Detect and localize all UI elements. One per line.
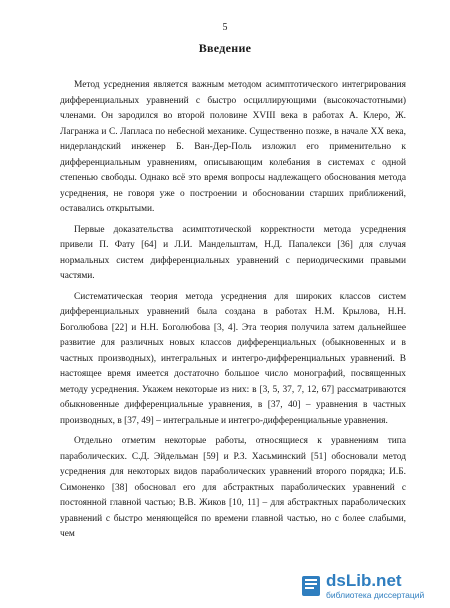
- paragraph-1: Метод усреднения является важным методом асимптотического интегрирования дифференциальных уравнений с быстро осциллирующими (высокочастотными) членами. Он зародился во второй половине XVIII века в работах А. Клеро, Ж. Лагранжа и С. Лапласа по небесной механике. Существенно позже, в начале XX века, нидерландский инженер Б. Ван-Дер-Поль изложил его применительно к дифференциальным уравнениям, описывающим колебания в системах с одной степенью свободы. Однако всё это время вопросы надлежащего обоснования метода усреднения, не говоря уже о построении и обосновании старших приближений, оставались открытыми.: [60, 80, 406, 214]
- page-number: 5: [222, 22, 228, 33]
- paragraph-3: Систематическая теория метода усреднения для широких классов систем дифференциальных уравнений была создана в работах Н.М. Крылова, Н.Н. Боголюбова [22] и Н.Н. Боголюбова [3, 4]. Эта теория получила затем дальнейшее развитие для различных новых классов дифференциальных (обыкновенных и в частных производных), интегральных и интегро-дифференциальных уравнений. В настоящее время имеется достаточно большое число монографий, посвященных методу усреднения. Укажем некоторые из них: в [3, 5, 37, 7, 12, 67] рассматриваются обыкновенные дифференциальные уравнения, в [37, 40] – уравнения в частных производных, в [37, 49] – интегральные и интегро-дифференциальные уравнения.: [60, 291, 406, 426]
- watermark-tagline: библиотека диссертаций: [326, 590, 425, 600]
- section-title: Введение: [198, 41, 252, 55]
- paragraph-4: Отдельно отметим некоторые работы, относящиеся к уравнениям типа параболических. С.Д. Эйдельман [59] и Р.З. Хасьминский [51] обосновали метод усреднения для некоторых видов параболических уравнений второго порядка; И.Б. Симоненко [38] обосновал его для абстрактных параболических уравнений с постоянной главной частью; В.В. Жиков [10, 11] – для абстрактных параболических уравнений с быстро меняющейся по времени главной частью, но с более слабыми, чем: [60, 436, 406, 539]
- watermark-brand: dsLib.net: [326, 571, 402, 590]
- paragraph-2: Первые доказательства асимптотической корректности метода усреднения привели П. Фату [64] и Л.И. Мандельштам, Н.Д. Папалекси [36] для случая нормальных систем дифференциальных уравнений с периодическими правыми частями.: [60, 224, 406, 281]
- dslib-watermark[interactable]: [298, 572, 440, 602]
- book-logo-icon: [300, 574, 322, 598]
- body-text: [60, 78, 406, 548]
